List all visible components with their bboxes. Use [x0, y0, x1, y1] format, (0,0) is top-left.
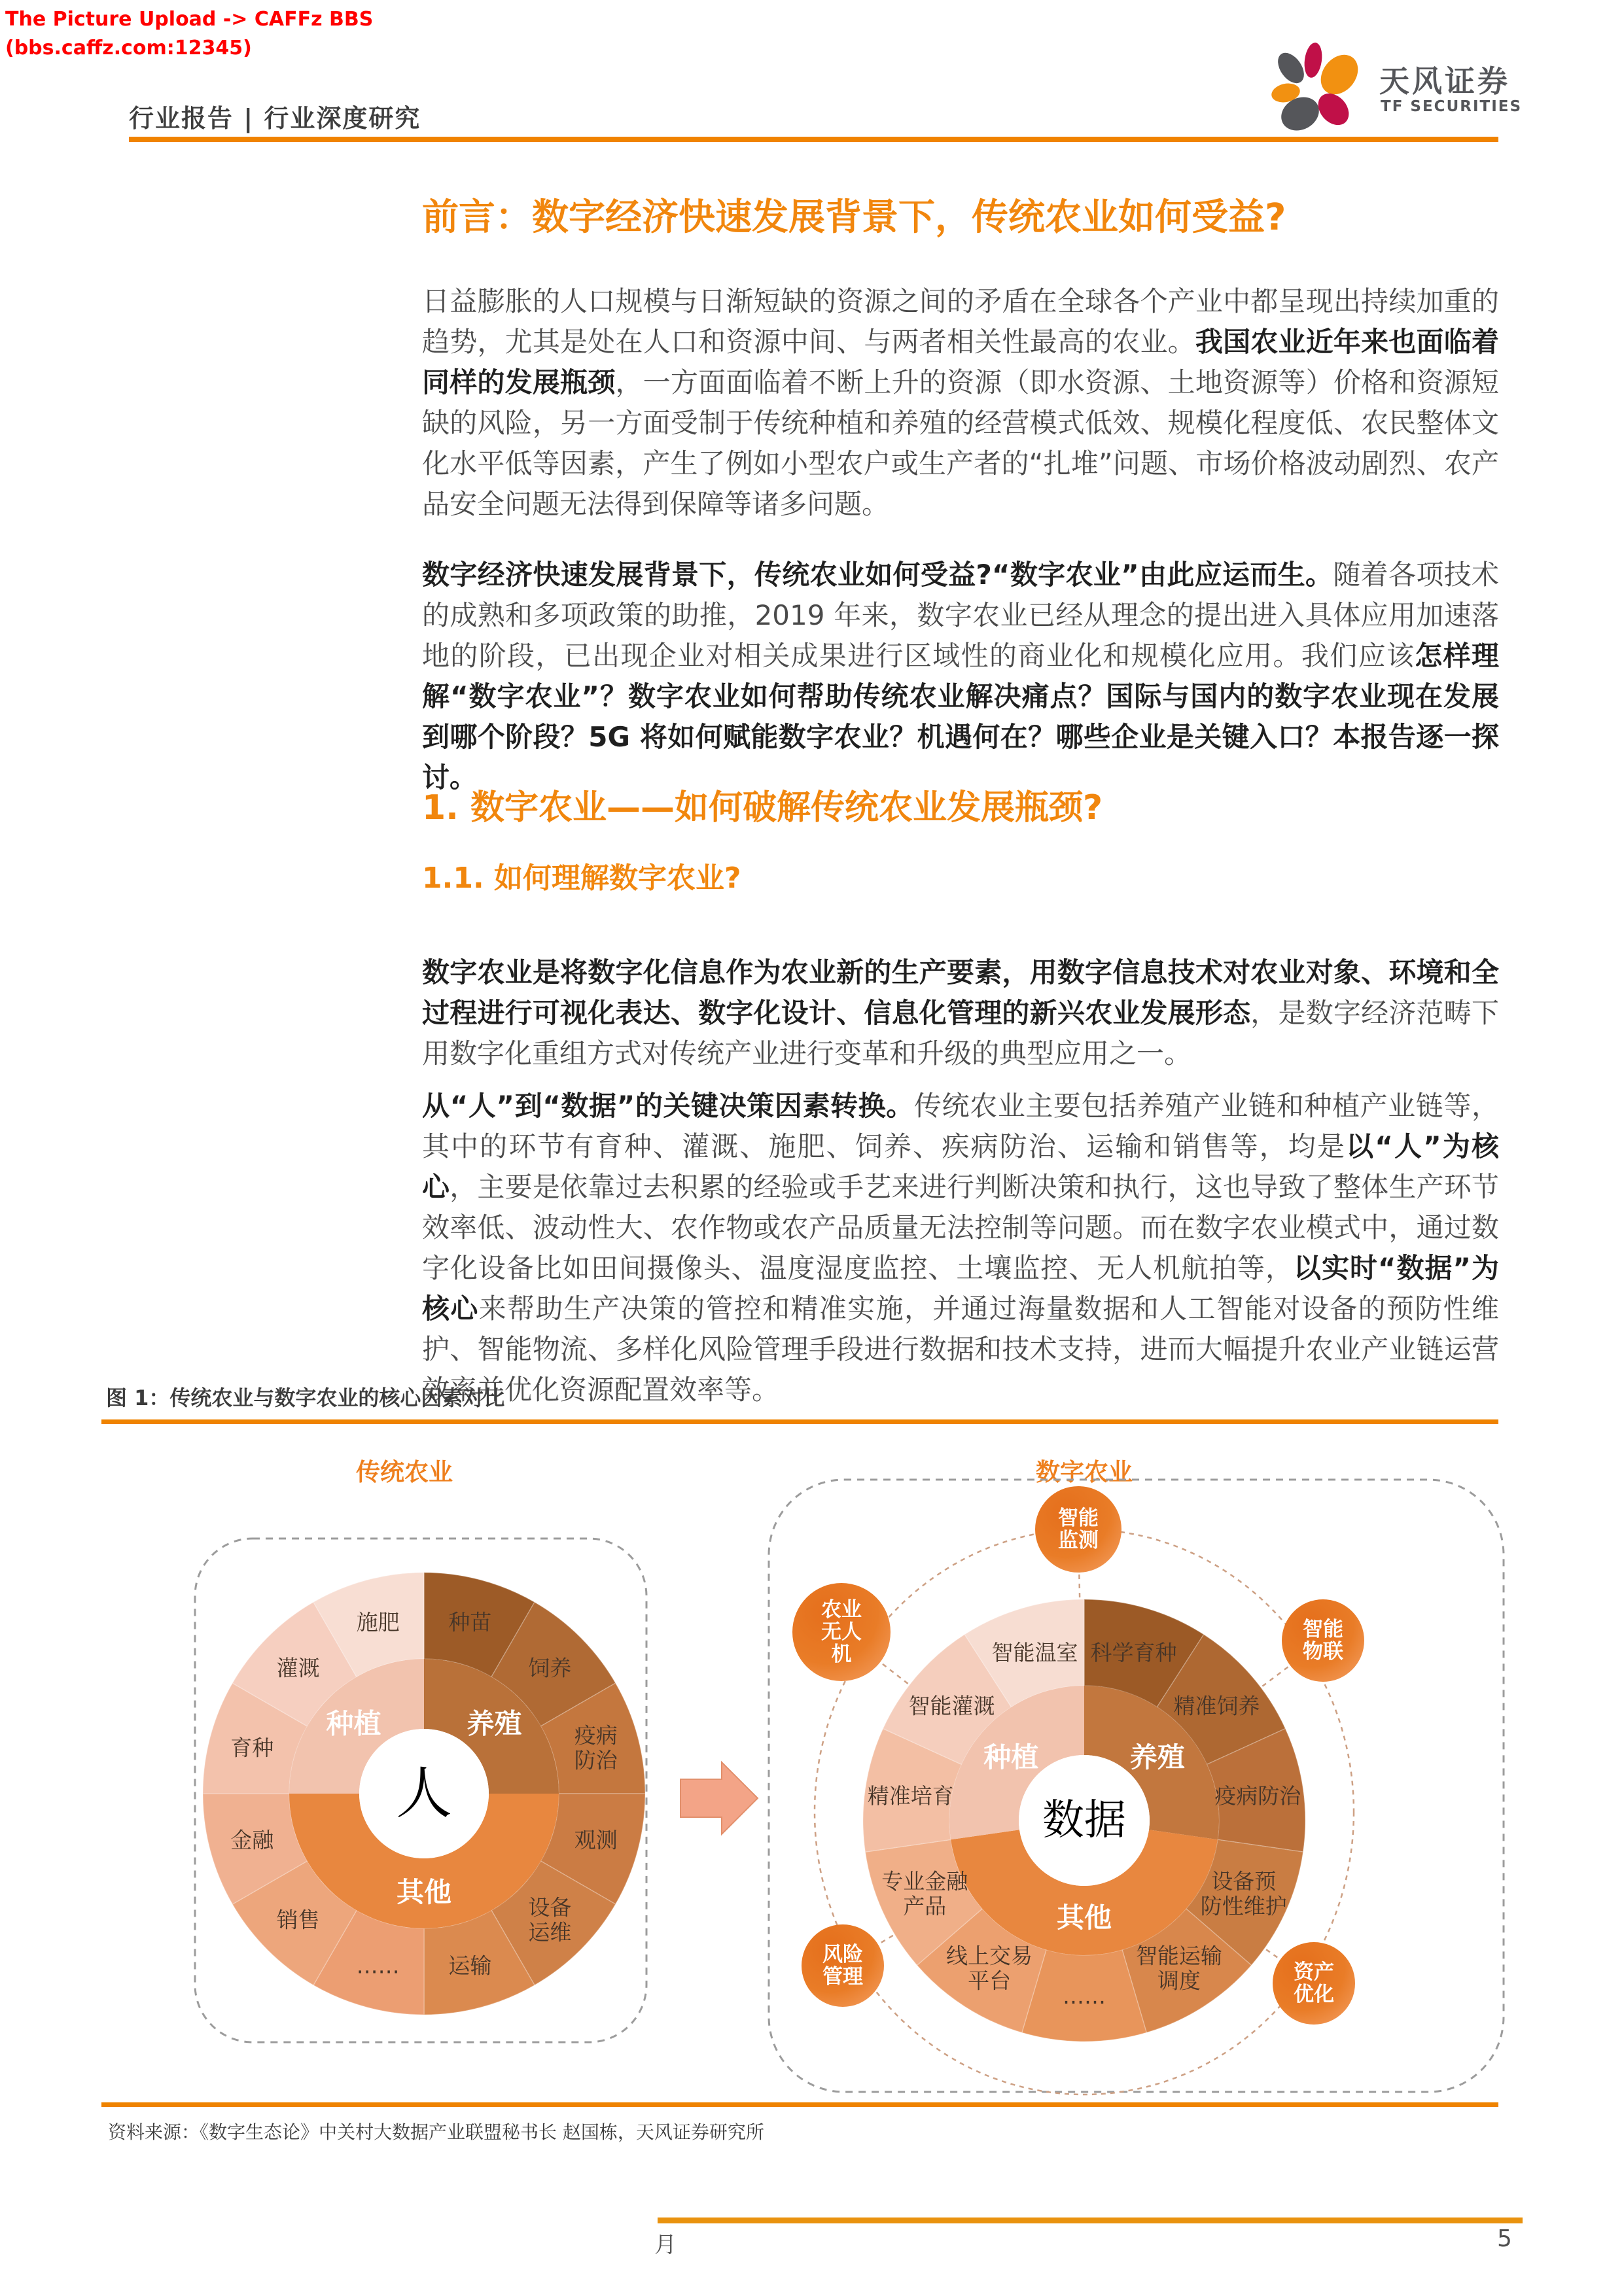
- upload-credit-line2: (bbs.caffz.com:12345): [5, 37, 252, 60]
- figure-right-title: 数字农业: [1036, 1458, 1133, 1486]
- svg-text:养殖: 养殖: [1129, 1741, 1185, 1773]
- footer-rule: [658, 2218, 1523, 2223]
- transition-arrow-icon: [680, 1762, 758, 1834]
- figure-bottom-rule: [101, 2102, 1498, 2107]
- svg-text:疫病防治: 疫病防治: [1214, 1783, 1301, 1809]
- svg-text:设备预防性维护: 设备预防性维护: [1200, 1868, 1287, 1919]
- svg-text:精准饲养: 精准饲养: [1173, 1692, 1260, 1718]
- paragraph-1: 日益膨胀的人口规模与日渐短缺的资源之间的矛盾在全球各个产业中都呈现出持续加重的趋势，尤其是处在人口和资源中间、与两者相关性最高的农业。我国农业近年来也面临着同样的发展瓶颈，一方面面临着不断上升的资源（即水资源、土地资源等）价格和资源短缺的风险，另一方面受制于传统种植和养殖的经营模式低效、规模化程度低、农民整体文化水平低等因素，产生了例如小型农户或生产者的“扎堆”问题、市场价格波动剧烈、农产品安全问题无法得到保障等诸多问题。: [422, 285, 1499, 520]
- satellite-node-0: [1035, 1486, 1121, 1573]
- svg-text:种苗: 种苗: [448, 1609, 492, 1635]
- svg-text:设备运维: 设备运维: [528, 1894, 572, 1945]
- svg-text:数据: 数据: [1042, 1796, 1126, 1845]
- svg-text:养殖: 养殖: [467, 1707, 522, 1740]
- svg-text:风险管理: 风险管理: [822, 1943, 863, 1989]
- page-number: 5: [1497, 2225, 1512, 2252]
- section-heading-1: 1. 数字农业——如何破解传统农业发展瓶颈?: [422, 788, 1103, 827]
- svg-text:饲养: 饲养: [528, 1655, 572, 1681]
- svg-text:专业金融产品: 专业金融产品: [881, 1868, 968, 1919]
- svg-text:线上交易平台: 线上交易平台: [946, 1942, 1033, 1993]
- svg-text:其他: 其他: [396, 1875, 452, 1908]
- svg-text:人: 人: [396, 1761, 452, 1826]
- satellite-node-4: [792, 1583, 891, 1681]
- section-heading-1-1: 1.1. 如何理解数字农业?: [422, 861, 741, 895]
- paragraph-4: 从“人”到“数据”的关键决策因素转换。传统农业主要包括养殖产业链和种植产业链等，其中的环节有育种、灌溉、施肥、饲养、疾病防治、运输和销售等，均是以“人”为核心，主要是依靠过去积累的经验或手艺来进行判断决策和执行，这也导致了整体生产环节效率低、波动性大、农作物或农产品质量无法控制等问题。而在数字农业模式中，通过数字化设备比如田间摄像头、温度湿度监控、土壤监控、无人机航拍等，以实时“数据”为核心来帮助生产决策的管控和精准实施，并通过海量数据和人工智能对设备的预防性维护、智能物流、多样化风险管理手段进行数据和技术支持，进而大幅提升农业产业链运营效率并优化资源配置效率等。: [422, 1090, 1499, 1406]
- svg-text:智能监测: 智能监测: [1058, 1506, 1099, 1552]
- svg-text:育种: 育种: [230, 1735, 274, 1761]
- satellite-node-1: [1282, 1599, 1364, 1682]
- traditional-agriculture-donut: [203, 1573, 645, 2015]
- svg-text:其他: 其他: [1056, 1901, 1112, 1934]
- svg-text:智能运输调度: 智能运输调度: [1135, 1942, 1222, 1993]
- figure-caption: 图 1：传统农业与数字农业的核心因素对比: [106, 1385, 505, 1410]
- paragraph-2: 数字经济快速发展背景下，传统农业如何受益?“数字农业”由此应运而生。随着各项技术的成熟和多项政策的助推，2019 年来，数字农业已经从理念的提出进入具体应用加速落地的阶段，已出现企业对相关成果进行区域性的商业化和规模化应用。我们应该怎样理解“数字农业”？数字农业如何帮助传统农业解决痛点？国际与国内的数字农业现在发展到哪个阶段？5G 将如何赋能数字农业？机遇何在？哪些企业是关键入口？本报告逐一探讨。: [422, 559, 1499, 793]
- upload-credit: [5, 5, 373, 63]
- satellite-node-2: [1273, 1942, 1355, 2025]
- paragraph-3: 数字农业是将数字化信息作为农业新的生产要素，用数字信息技术对农业对象、环境和全过程进行可视化表达、数字化设计、信息化管理的新兴农业发展形态，是数字经济范畴下用数字化重组方式对传统产业进行变革和升级的典型应用之一。: [422, 956, 1499, 1070]
- svg-text:……: ……: [356, 1953, 400, 1979]
- svg-text:施肥: 施肥: [356, 1609, 400, 1635]
- satellite-node-3: [802, 1924, 884, 2007]
- report-type-label: 行业报告 | 行业深度研究: [129, 104, 421, 133]
- svg-text:精准培育: 精准培育: [867, 1783, 954, 1809]
- svg-text:运输: 运输: [448, 1953, 492, 1979]
- svg-text:灌溉: 灌溉: [276, 1655, 320, 1681]
- figure-left-title: 传统农业: [356, 1458, 453, 1486]
- svg-text:金融: 金融: [230, 1826, 274, 1852]
- svg-text:智能物联: 智能物联: [1303, 1618, 1343, 1663]
- svg-text:种植: 种植: [326, 1707, 381, 1740]
- svg-text:销售: 销售: [276, 1906, 320, 1932]
- preface-title: 前言：数字经济快速发展背景下，传统农业如何受益?: [422, 196, 1286, 239]
- svg-text:智能灌溉: 智能灌溉: [908, 1692, 995, 1718]
- svg-text:……: ……: [1063, 1983, 1106, 2009]
- figure-source: 资料来源：《数字生态论》中关村大数据产业联盟秘书长 赵国栋，天风证券研究所: [108, 2121, 764, 2143]
- brand-name-en: TF SECURITIES: [1381, 98, 1523, 115]
- svg-text:智能温室: 智能温室: [991, 1639, 1078, 1665]
- svg-text:资产优化: 资产优化: [1294, 1960, 1334, 2006]
- brand-name-cn: 天风证券: [1379, 63, 1510, 99]
- upload-credit-line1: The Picture Upload -> CAFFz BBS: [5, 8, 374, 31]
- tf-logo-icon: [1266, 41, 1377, 132]
- footer-left-text: 月: [654, 2232, 677, 2258]
- svg-text:科学育种: 科学育种: [1090, 1639, 1177, 1665]
- svg-text:种植: 种植: [983, 1741, 1039, 1773]
- svg-text:农业无人机: 农业无人机: [821, 1598, 862, 1666]
- figure-diagram: [0, 1413, 1624, 2116]
- digital-agriculture-donut: [863, 1599, 1305, 2042]
- svg-text:观测: 观测: [574, 1826, 618, 1852]
- svg-text:疫病防治: 疫病防治: [574, 1722, 618, 1773]
- header-rule: [129, 137, 1498, 142]
